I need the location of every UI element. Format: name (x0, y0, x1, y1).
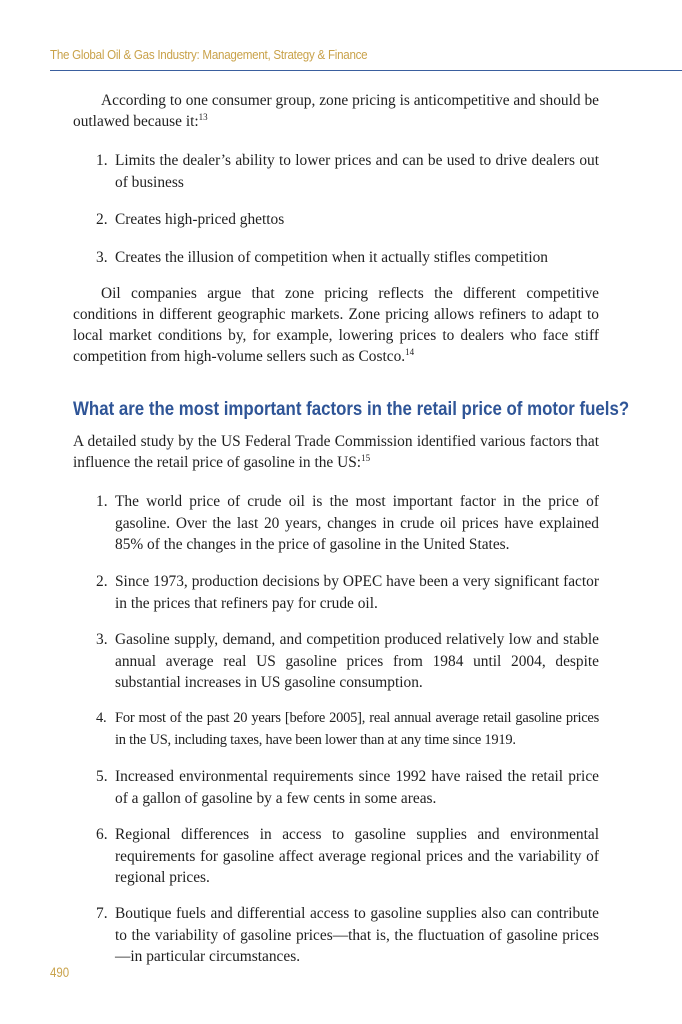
footnote-ref: 15 (361, 453, 371, 463)
factor-item-5 (96, 766, 599, 809)
list-text: Regional differences in access to gasoline supplies and environmental requirements for gasoline affect average regional prices and the variability of regional prices. (115, 826, 599, 886)
section-heading: What are the most important factors in the retail price of motor fuels? (73, 398, 630, 420)
list-number: 4. (96, 710, 107, 726)
zone-list-item-1 (96, 150, 599, 193)
factor-item-4 (96, 708, 599, 751)
list-number: 7. (96, 905, 108, 922)
intro-paragraph (73, 90, 599, 132)
oil-companies-text: Oil companies argue that zone pricing reflects the different competitive conditions in different geographic markets. Zone pricing allows refiners to adapt to local market conditions by, for example, lowering prices to dealers who face stiff competition from high-volume sellers such as Costco. (73, 285, 599, 365)
running-head: The Global Oil & Gas Industry: Management, Strategy & Finance (50, 47, 368, 62)
list-text: The world price of crude oil is the most important factor in the price of gasoline. Over the last 20 years, changes in crude oil prices have explained 85% of the changes in the price of gasoline in the United States. (115, 493, 599, 553)
footnote-ref: 13 (198, 112, 208, 122)
list-number: 3. (96, 631, 108, 648)
list-text: Boutique fuels and differential access to gasoline supplies also can contribute to the variability of gasoline prices—that is, the fluctuation of gasoline prices—in particular circumstances. (115, 905, 599, 965)
factor-item-3 (96, 629, 599, 694)
ftc-text: A detailed study by the US Federal Trade Commission identified various factors that influence the retail price of gasoline in the US: (73, 433, 599, 471)
intro-text: According to one consumer group, zone pricing is anticompetitive and should be outlawed because it: (73, 92, 599, 130)
list-text: Creates high-priced ghettos (115, 211, 285, 228)
list-text: Gasoline supply, demand, and competition produced relatively low and stable annual average real US gasoline prices from 1984 until 2004, despite substantial increases in US gasoline consumption. (115, 631, 599, 691)
page-number: 490 (50, 965, 70, 980)
list-number: 2. (96, 573, 108, 590)
list-number: 1. (96, 152, 108, 169)
factor-item-7 (96, 903, 599, 968)
zone-list-item-2 (96, 209, 599, 231)
header-rule (50, 70, 682, 71)
list-text: Limits the dealer’s ability to lower prices and can be used to drive dealers out of business (115, 152, 599, 191)
zone-list-item-3 (96, 247, 599, 269)
list-number: 1. (96, 493, 108, 510)
list-number: 5. (96, 768, 108, 785)
list-number: 2. (96, 211, 108, 228)
list-text: Since 1973, production decisions by OPEC have been a very significant factor in the prices that refiners pay for crude oil. (115, 573, 599, 612)
list-number: 3. (96, 249, 108, 266)
list-text: Creates the illusion of competition when it actually stifles competition (115, 249, 548, 266)
factor-item-1 (96, 491, 599, 556)
ftc-paragraph (73, 431, 599, 473)
list-text: For most of the past 20 years [before 2005], real annual average retail gasoline prices in the US, including taxes, have been lower than at any time since 1919. (115, 710, 599, 748)
factor-item-6 (96, 824, 599, 889)
footnote-ref: 14 (405, 347, 415, 357)
list-text: Increased environmental requirements since 1992 have raised the retail price of a gallon of gasoline by a few cents in some areas. (115, 768, 599, 807)
oil-companies-paragraph (73, 283, 599, 367)
list-number: 6. (96, 826, 108, 843)
factor-item-2 (96, 571, 599, 614)
